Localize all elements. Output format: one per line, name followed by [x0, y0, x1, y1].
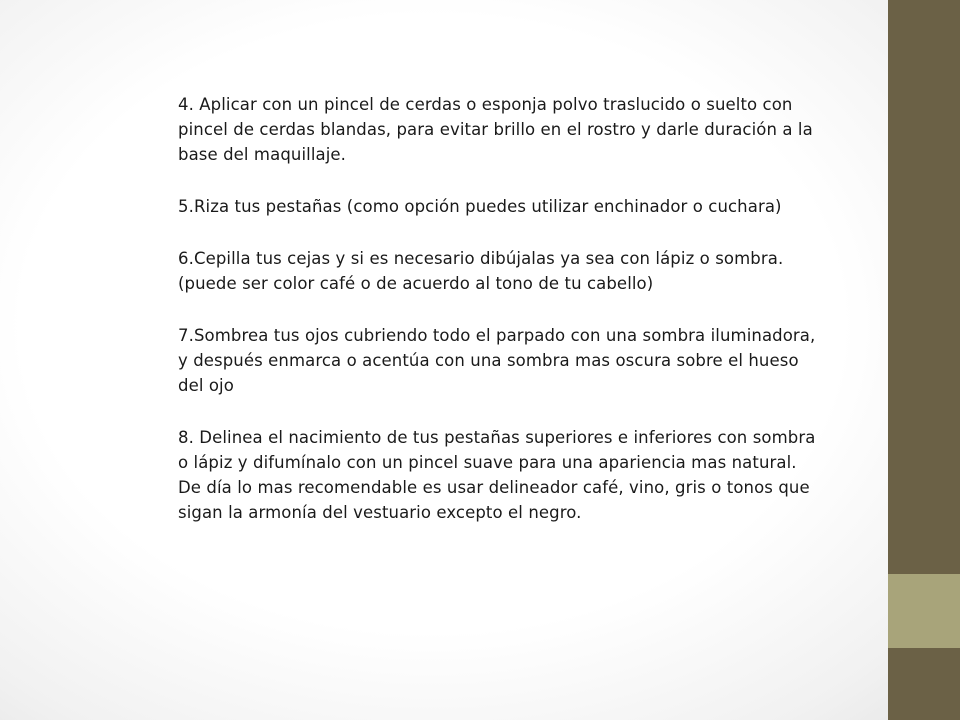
step-8-paragraph: 8. Delinea el nacimiento de tus pestañas superiores e inferiores con sombra o lápiz y difumínalo con un pincel suave para una apariencia mas natural. De día lo mas recomendable es usar delineador café, vino, gris o tonos que sigan la armonía del vestuario excepto el negro.	[178, 428, 816, 522]
step-4-paragraph: 4. Aplicar con un pincel de cerdas o esponja polvo traslucido o suelto con pincel de cerdas blandas, para evitar brillo en el rostro y darle duración a la base del maquillaje.	[178, 95, 813, 164]
sidebar-band-bottom	[888, 648, 960, 720]
sidebar-band-top	[888, 0, 960, 574]
sidebar-band-middle	[888, 574, 960, 648]
step-6-paragraph: 6.Cepilla tus cejas y si es necesario dibújalas ya sea con lápiz o sombra.(puede ser color café o de acuerdo al tono de tu cabello)	[178, 249, 784, 293]
step-5-paragraph: 5.Riza tus pestañas (como opción puedes utilizar enchinador o cuchara)	[178, 197, 782, 216]
decorative-sidebar	[888, 0, 960, 720]
slide-body	[178, 92, 818, 552]
step-7-paragraph: 7.Sombrea tus ojos cubriendo todo el parpado con una sombra iluminadora, y después enmarca o acentúa con una sombra mas oscura sobre el hueso del ojo	[178, 326, 816, 395]
